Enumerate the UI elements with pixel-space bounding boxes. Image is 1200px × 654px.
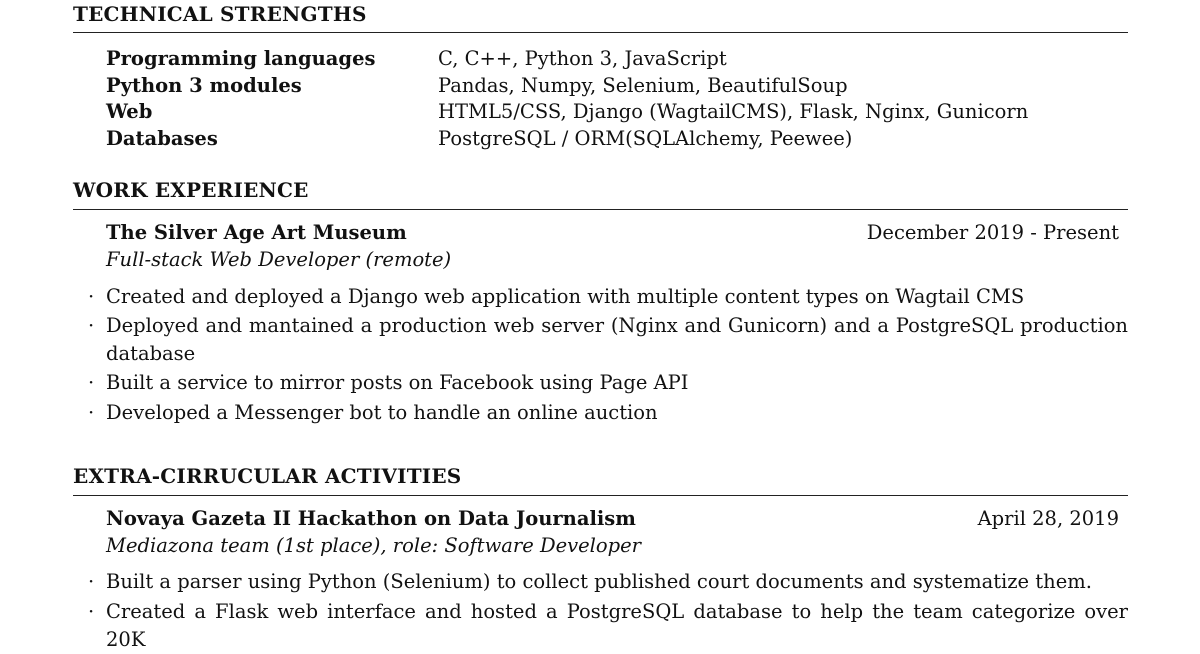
- list-item-text: Built a service to mirror posts on Facebook using Page API: [106, 371, 689, 394]
- list-item-text: Created and deployed a Django web application with multiple content types on Wagtail CMS: [106, 285, 1025, 308]
- list-item-text: Deployed and mantained a production web server (Nginx and Gunicorn) and a PostgreSQL production database: [106, 314, 1128, 365]
- list-item: [88, 568, 1128, 596]
- entry-role: Full-stack Web Developer (remote): [106, 248, 452, 271]
- section-rule: [73, 495, 1128, 496]
- entry-date: December 2019 - Present: [866, 221, 1119, 244]
- skill-label: Web: [106, 100, 153, 123]
- entry-date: April 28, 2019: [977, 507, 1119, 530]
- list-item: [88, 399, 1128, 427]
- skill-row: [106, 73, 1106, 99]
- section-rule: [73, 209, 1128, 210]
- bullet-icon: ·: [88, 600, 95, 623]
- list-item-text: Developed a Messenger bot to handle an online auction: [106, 401, 658, 424]
- entry-organization: The Silver Age Art Museum: [106, 221, 407, 244]
- bullet-icon: ·: [88, 401, 95, 424]
- skill-label: Programming languages: [106, 47, 376, 70]
- section-title-extra: EXTRA-CIRRUCULAR ACTIVITIES: [73, 464, 462, 488]
- skill-value: C, C++, Python 3, JavaScript: [438, 47, 727, 70]
- skill-value: HTML5/CSS, Django (WagtailCMS), Flask, Nginx, Gunicorn: [438, 100, 1029, 123]
- list-item: [88, 598, 1128, 654]
- list-item-text: Created a Flask web interface and hosted a PostgreSQL database to help the team categorize over 20K: [106, 600, 1128, 651]
- bullet-icon: ·: [88, 285, 95, 308]
- skill-label: Databases: [106, 127, 218, 150]
- skill-value: PostgreSQL / ORM(SQLAlchemy, Peewee): [438, 127, 853, 150]
- skill-row: [106, 99, 1106, 125]
- skill-label: Python 3 modules: [106, 74, 302, 97]
- list-item-text: Built a parser using Python (Selenium) to collect published court documents and systematize them.: [106, 570, 1092, 593]
- skill-row: [106, 126, 1106, 152]
- skill-value: Pandas, Numpy, Selenium, BeautifulSoup: [438, 74, 848, 97]
- bullet-icon: ·: [88, 314, 95, 337]
- list-item: [88, 283, 1128, 311]
- list-item: [88, 369, 1128, 397]
- section-title-technical: TECHNICAL STRENGTHS: [73, 2, 367, 26]
- section-rule: [73, 32, 1128, 33]
- bullet-icon: ·: [88, 570, 95, 593]
- entry-role: Mediazona team (1st place), role: Software Developer: [106, 534, 641, 557]
- list-item: [88, 312, 1128, 368]
- bullet-icon: ·: [88, 371, 95, 394]
- section-title-work: WORK EXPERIENCE: [73, 178, 309, 202]
- entry-organization: Novaya Gazeta II Hackathon on Data Journalism: [106, 507, 636, 530]
- skill-row: [106, 46, 1106, 72]
